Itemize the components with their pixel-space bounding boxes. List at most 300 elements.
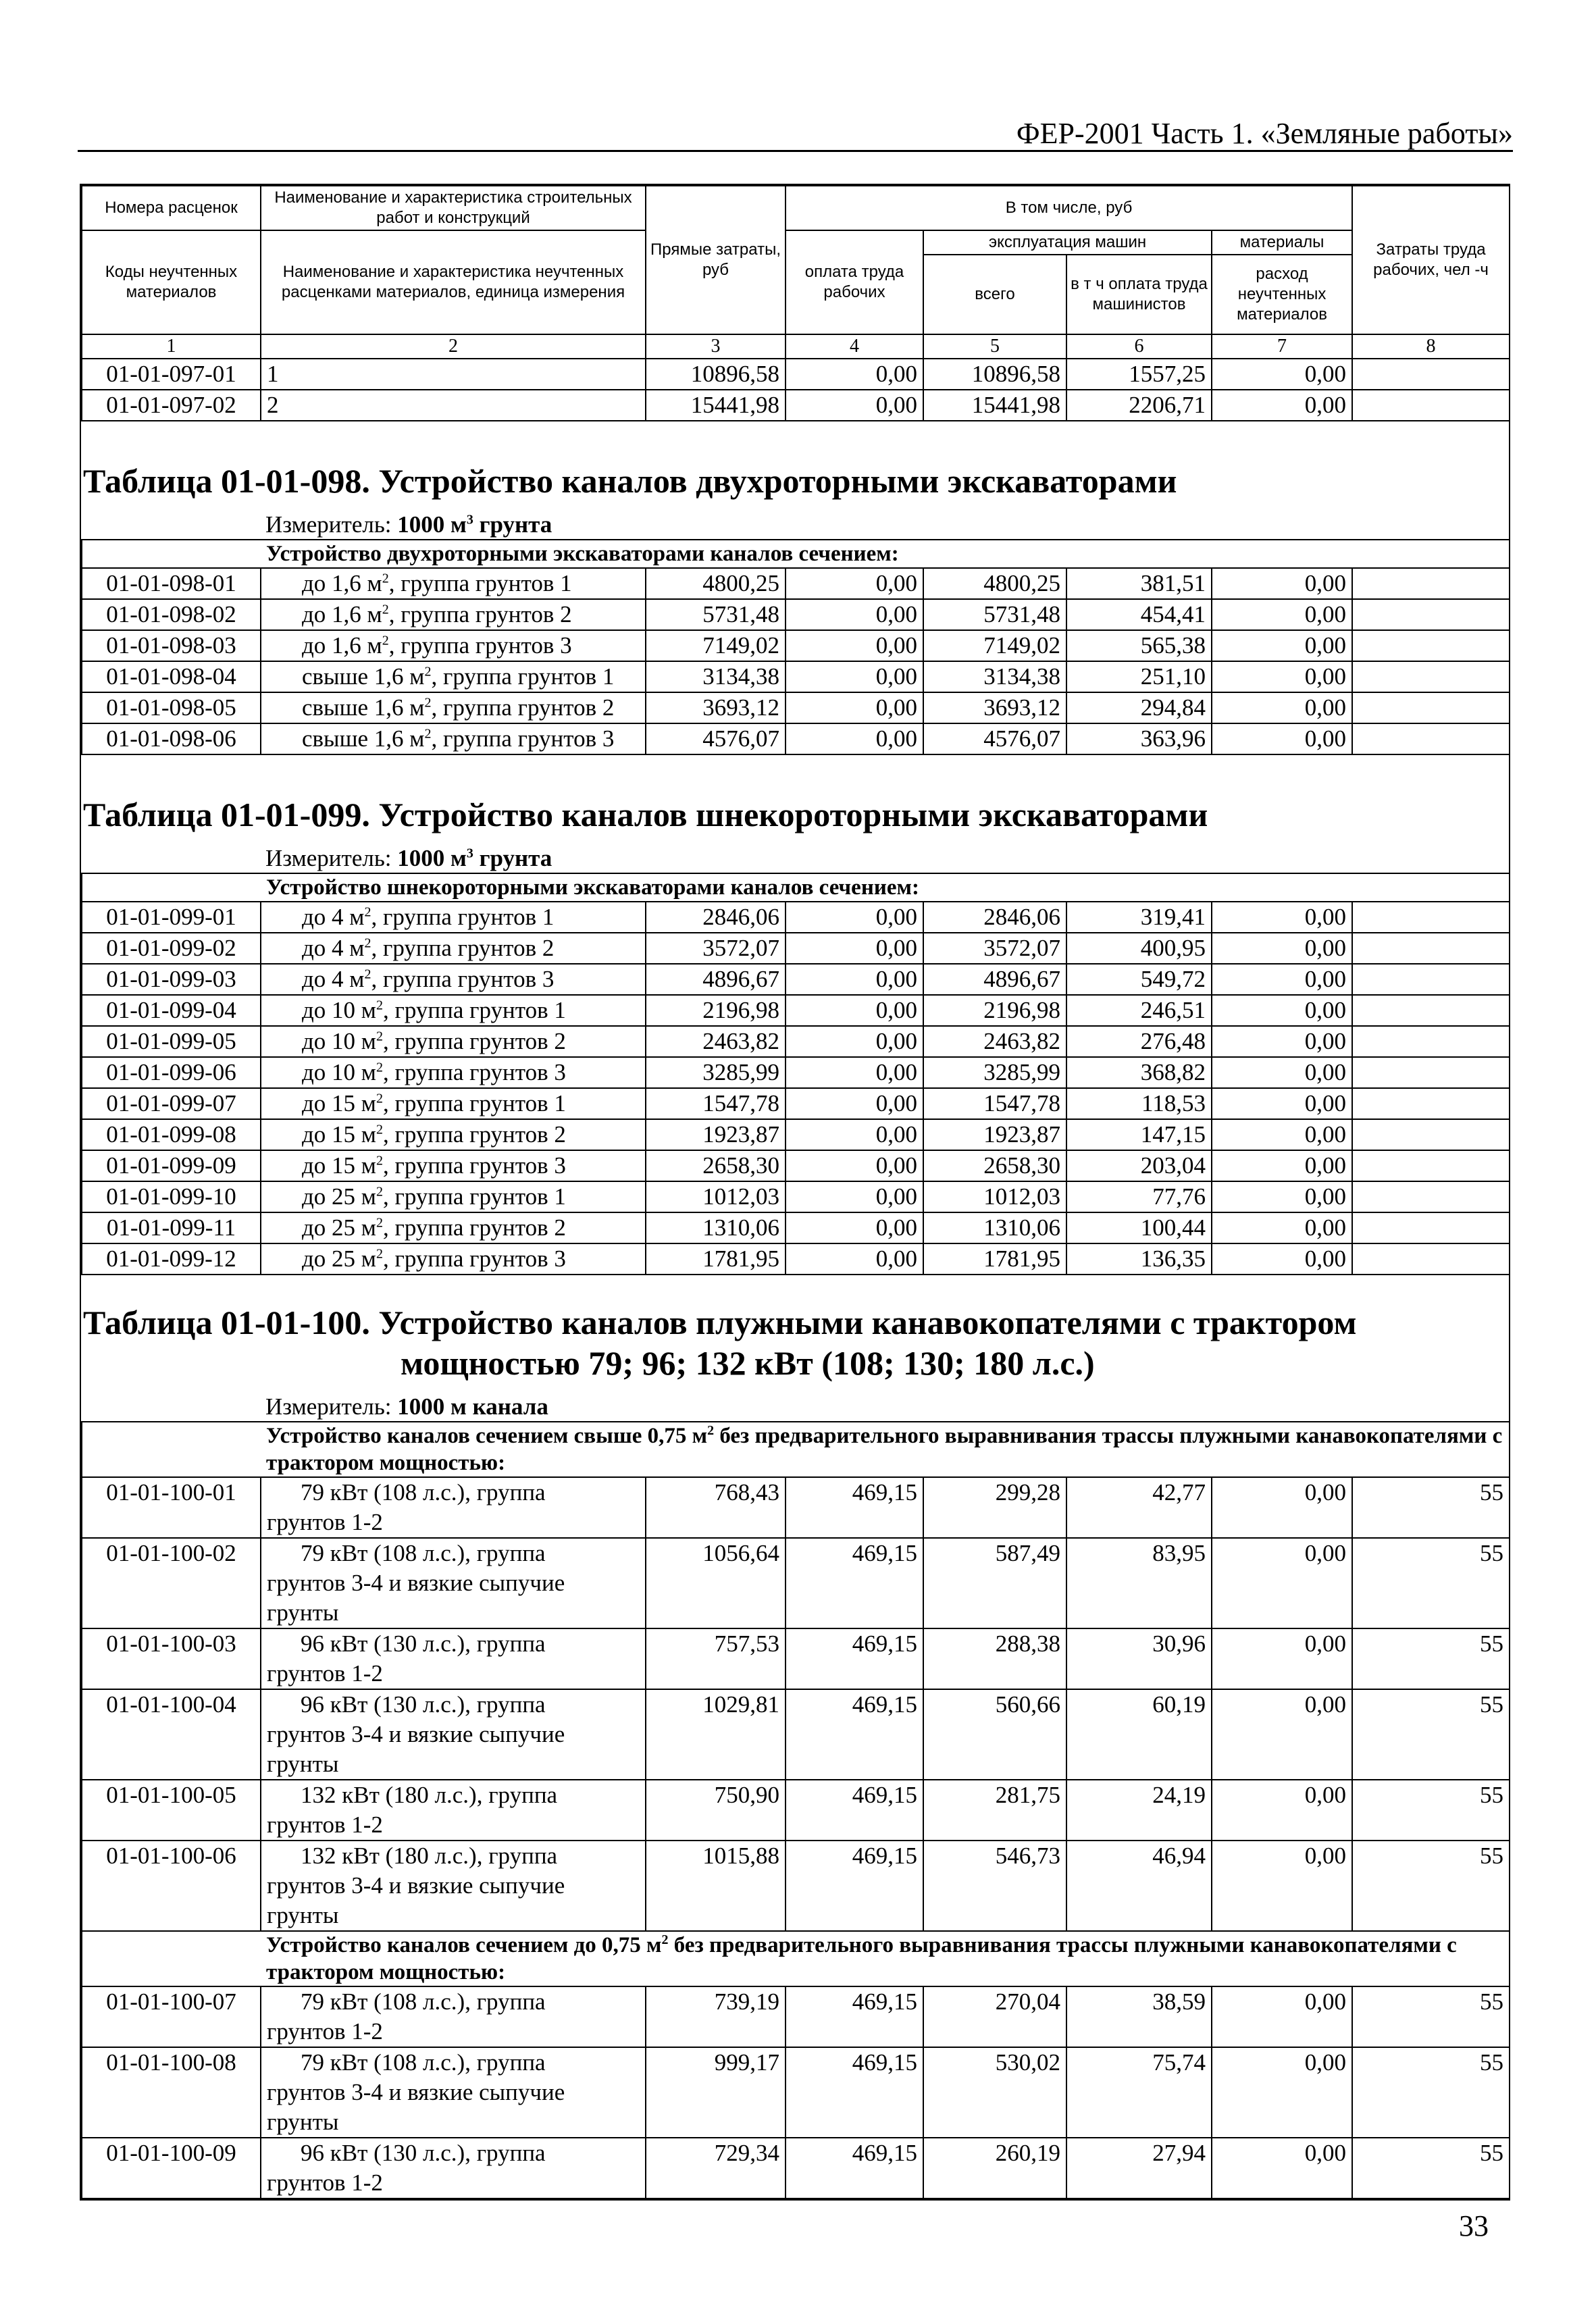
table-row [82, 1243, 1510, 1275]
value-v7: 0,00 [1212, 1243, 1352, 1275]
rate-name-group: , группа грунтов 2 [388, 601, 572, 627]
rate-name [261, 1477, 646, 1538]
section-heading: Устройство шнекороторными экскаваторами каналов сечением: [82, 873, 1510, 902]
value-v8 [1352, 1088, 1510, 1119]
rate-name-soil: грунтов 1-2 [267, 1509, 383, 1535]
rate-code: 01-01-097-02 [82, 390, 261, 421]
rate-name-power: 96 кВт (130 л.с.), группа [301, 1691, 546, 1718]
value-v6: 147,15 [1066, 1119, 1212, 1150]
page-number: 33 [1459, 2209, 1489, 2242]
value-v4: 0,00 [786, 568, 923, 599]
value-v7: 0,00 [1212, 1986, 1352, 2047]
value-v5: 260,19 [923, 2138, 1066, 2199]
value-v7: 0,00 [1212, 902, 1352, 933]
table-row [82, 692, 1510, 723]
value-v8 [1352, 1150, 1510, 1181]
value-v4: 0,00 [786, 723, 923, 754]
table-row [82, 568, 1510, 599]
value-v8 [1352, 723, 1510, 754]
rate-code: 01-01-099-10 [82, 1181, 261, 1212]
value-v4: 0,00 [786, 390, 923, 421]
value-v5: 3134,38 [923, 661, 1066, 692]
value-v3: 1923,87 [646, 1119, 786, 1150]
value-v5: 1923,87 [923, 1119, 1066, 1150]
value-v3: 2196,98 [646, 995, 786, 1026]
square-superscript: 2 [364, 904, 371, 920]
value-v6: 251,10 [1066, 661, 1212, 692]
measure-label: Измеритель: [265, 511, 392, 538]
value-v7: 0,00 [1212, 1026, 1352, 1057]
rate-code: 01-01-098-01 [82, 568, 261, 599]
col-header-work-name: Наименование и характеристика строительных работ и конструкций [261, 186, 646, 230]
rate-code: 01-01-098-03 [82, 630, 261, 661]
col-header-material-name: Наименование и характеристика неучтенных расценками материалов, единица измерения [261, 230, 646, 334]
col-header-rate-number: Номера расценок [82, 186, 261, 230]
col-header-labor-hours: Затраты труда рабочих, чел -ч [1352, 186, 1510, 334]
value-v5: 530,02 [923, 2047, 1066, 2138]
value-v3: 1547,78 [646, 1088, 786, 1119]
rate-name [261, 2138, 646, 2199]
value-v5: 3693,12 [923, 692, 1066, 723]
table-row [82, 390, 1510, 421]
value-v8 [1352, 661, 1510, 692]
section-text-rest: без предварительного выравнивания трассы плужными канавокопателями с трактором мощностью: [266, 1933, 1457, 1984]
square-superscript: 2 [376, 1029, 383, 1044]
value-v6: 368,82 [1066, 1057, 1212, 1088]
square-superscript: 2 [382, 571, 389, 586]
rate-name-size: до 15 м [302, 1152, 376, 1179]
rate-name [261, 964, 646, 995]
rate-name-group: , группа грунтов 3 [382, 1059, 566, 1085]
value-v6: 400,95 [1066, 933, 1212, 964]
value-v3: 1781,95 [646, 1243, 786, 1275]
value-v6: 246,51 [1066, 995, 1212, 1026]
rate-name-size: до 10 м [302, 997, 376, 1023]
rate-name-soil: грунтов 1-2 [267, 1811, 383, 1838]
value-v7: 0,00 [1212, 1212, 1352, 1243]
rate-name [261, 2047, 646, 2138]
value-v7: 0,00 [1212, 359, 1352, 390]
rate-name-size: до 4 м [302, 904, 365, 930]
measure-unit [82, 1393, 1510, 1422]
col-header-materials: материалы [1212, 230, 1352, 255]
rate-name-soil: грунтов 3-4 и вязкие сыпучие грунты [267, 1570, 565, 1626]
value-v6: 2206,71 [1066, 390, 1212, 421]
value-v8: 55 [1352, 1628, 1510, 1689]
rate-name-soil: грунтов 3-4 и вязкие сыпучие грунты [267, 1721, 565, 1777]
square-superscript: 2 [376, 1215, 383, 1231]
value-v3: 2846,06 [646, 902, 786, 933]
col-header-machines-total: всего [923, 255, 1066, 334]
table-row [82, 599, 1510, 630]
rate-name [261, 599, 646, 630]
square-superscript: 2 [382, 602, 389, 617]
value-v7: 0,00 [1212, 630, 1352, 661]
rate-name [261, 1212, 646, 1243]
table-row [82, 964, 1510, 995]
rate-name-power: 79 кВт (108 л.с.), группа [301, 1988, 546, 2015]
header-title: ФЕР-2001 Часть 1. «Земляные работы» [1016, 117, 1513, 150]
table-row [82, 1088, 1510, 1119]
rate-name-group: , группа грунтов 2 [382, 1121, 566, 1148]
value-v3: 729,34 [646, 2138, 786, 2199]
rate-name-group: , группа грунтов 1 [388, 570, 572, 596]
value-v6: 565,38 [1066, 630, 1212, 661]
rate-name-size: до 15 м [302, 1121, 376, 1148]
value-v3: 3285,99 [646, 1057, 786, 1088]
rate-name-size: до 15 м [302, 1090, 376, 1116]
value-v6: 276,48 [1066, 1026, 1212, 1057]
value-v6: 75,74 [1066, 2047, 1212, 2138]
rate-name-group: , группа грунтов 2 [382, 1214, 566, 1241]
value-v5: 299,28 [923, 1477, 1066, 1538]
col-header-worker-wages: оплата труда рабочих [786, 230, 923, 334]
table-row [82, 2138, 1510, 2199]
rate-name-group: , группа грунтов 3 [431, 725, 615, 752]
value-v7: 0,00 [1212, 1477, 1352, 1538]
square-superscript: 2 [376, 1153, 383, 1168]
rate-name [261, 1841, 646, 1931]
rate-code: 01-01-100-01 [82, 1477, 261, 1538]
value-v4: 0,00 [786, 359, 923, 390]
rate-code: 01-01-100-06 [82, 1841, 261, 1931]
value-v7: 0,00 [1212, 390, 1352, 421]
value-v8 [1352, 964, 1510, 995]
rate-name-size: до 1,6 м [302, 570, 382, 596]
rate-name-power: 79 кВт (108 л.с.), группа [301, 1479, 546, 1506]
value-v8: 55 [1352, 2047, 1510, 2138]
value-v6: 136,35 [1066, 1243, 1212, 1275]
value-v3: 739,19 [646, 1986, 786, 2047]
rate-code: 01-01-099-04 [82, 995, 261, 1026]
rate-name-size: до 25 м [302, 1245, 376, 1272]
value-v4: 0,00 [786, 599, 923, 630]
value-v6: 381,51 [1066, 568, 1212, 599]
value-v4: 469,15 [786, 1538, 923, 1628]
rate-name [261, 1088, 646, 1119]
value-v5: 3285,99 [923, 1057, 1066, 1088]
table-row [82, 933, 1510, 964]
table-row [82, 1477, 1510, 1538]
value-v3: 3572,07 [646, 933, 786, 964]
rate-name-group: , группа грунтов 1 [371, 904, 555, 930]
value-v4: 0,00 [786, 933, 923, 964]
rate-name-group: , группа грунтов 3 [371, 966, 555, 992]
square-superscript: 2 [364, 935, 371, 951]
value-v4: 0,00 [786, 1181, 923, 1212]
value-v6: 42,77 [1066, 1477, 1212, 1538]
value-v6: 363,96 [1066, 723, 1212, 754]
col-header-machines: эксплуатация машин [923, 230, 1212, 255]
rate-name-size: до 4 м [302, 935, 365, 961]
value-v8 [1352, 1057, 1510, 1088]
value-v8 [1352, 359, 1510, 390]
rate-name-group: , группа грунтов 2 [382, 1028, 566, 1054]
value-v7: 0,00 [1212, 995, 1352, 1026]
value-v3: 3693,12 [646, 692, 786, 723]
rate-name-group: , группа грунтов 1 [382, 997, 566, 1023]
rate-name [261, 1150, 646, 1181]
value-v5: 3572,07 [923, 933, 1066, 964]
value-v7: 0,00 [1212, 964, 1352, 995]
value-v7: 0,00 [1212, 1538, 1352, 1628]
value-v3: 750,90 [646, 1780, 786, 1841]
value-v6: 24,19 [1066, 1780, 1212, 1841]
rate-name [261, 1780, 646, 1841]
measure-value: 1000 м [397, 1393, 467, 1420]
value-v8: 55 [1352, 1538, 1510, 1628]
value-v4: 0,00 [786, 902, 923, 933]
value-v3: 1056,64 [646, 1538, 786, 1628]
rate-code: 01-01-098-06 [82, 723, 261, 754]
table-title-text: Таблица 01-01-100. Устройство каналов плужными канавокопателями с трактором [83, 1304, 1357, 1341]
value-v4: 0,00 [786, 661, 923, 692]
value-v5: 1012,03 [923, 1181, 1066, 1212]
value-v4: 0,00 [786, 630, 923, 661]
value-v4: 0,00 [786, 1150, 923, 1181]
rate-name [261, 933, 646, 964]
value-v8: 55 [1352, 1689, 1510, 1780]
value-v8 [1352, 630, 1510, 661]
rate-name-soil: грунтов 1-2 [267, 2018, 383, 2045]
rate-code: 01-01-100-07 [82, 1986, 261, 2047]
rate-name-size: до 25 м [302, 1214, 376, 1241]
value-v3: 1310,06 [646, 1212, 786, 1243]
rate-code: 01-01-100-05 [82, 1780, 261, 1841]
rate-code: 01-01-099-01 [82, 902, 261, 933]
section-heading: Устройство двухроторными экскаваторами каналов сечением: [82, 540, 1510, 568]
value-v4: 0,00 [786, 1057, 923, 1088]
value-v5: 15441,98 [923, 390, 1066, 421]
value-v5: 2846,06 [923, 902, 1066, 933]
value-v7: 0,00 [1212, 1181, 1352, 1212]
value-v3: 7149,02 [646, 630, 786, 661]
measure-superscript: 3 [466, 846, 473, 861]
table-row [82, 995, 1510, 1026]
rate-code: 01-01-098-02 [82, 599, 261, 630]
rate-code: 01-01-099-07 [82, 1088, 261, 1119]
rate-name-power: 79 кВт (108 л.с.), группа [301, 1540, 546, 1566]
rate-code: 01-01-100-02 [82, 1538, 261, 1628]
rate-code: 01-01-100-08 [82, 2047, 261, 2138]
value-v7: 0,00 [1212, 1780, 1352, 1841]
column-number: 5 [923, 334, 1066, 359]
measure-value: 1000 м [397, 845, 467, 871]
rate-name-power: 96 кВт (130 л.с.), группа [301, 1630, 546, 1657]
value-v6: 319,41 [1066, 902, 1212, 933]
value-v8 [1352, 390, 1510, 421]
rate-name-power: 132 кВт (180 л.с.), группа [301, 1782, 558, 1808]
square-superscript: 2 [376, 998, 383, 1013]
table-row [82, 1026, 1510, 1057]
rate-name [261, 1119, 646, 1150]
rate-name [261, 902, 646, 933]
value-v6: 60,19 [1066, 1689, 1212, 1780]
section-heading [82, 1422, 1510, 1477]
rate-name-size: до 10 м [302, 1028, 376, 1054]
value-v3: 15441,98 [646, 390, 786, 421]
rate-name [261, 630, 646, 661]
table-row [82, 1057, 1510, 1088]
value-v5: 270,04 [923, 1986, 1066, 2047]
square-superscript: 2 [376, 1246, 383, 1262]
rate-name-size: до 10 м [302, 1059, 376, 1085]
rate-name [261, 1689, 646, 1780]
rate-name-group: , группа грунтов 3 [388, 632, 572, 659]
rate-code: 01-01-099-02 [82, 933, 261, 964]
rate-code: 01-01-099-12 [82, 1243, 261, 1275]
rate-name [261, 692, 646, 723]
value-v4: 469,15 [786, 2138, 923, 2199]
value-v6: 30,96 [1066, 1628, 1212, 1689]
value-v8 [1352, 692, 1510, 723]
section-text-rest: без предварительного выравнивания трассы плужными канавокопателями с трактором мощностью: [266, 1424, 1503, 1475]
table-row [82, 1150, 1510, 1181]
rate-name-soil: грунтов 3-4 и вязкие сыпучие грунты [267, 1872, 565, 1928]
value-v5: 587,49 [923, 1538, 1066, 1628]
measure-unit [82, 511, 1510, 540]
rate-code: 01-01-098-04 [82, 661, 261, 692]
value-v7: 0,00 [1212, 568, 1352, 599]
col-header-direct-costs: Прямые затраты, руб [646, 186, 786, 334]
value-v3: 999,17 [646, 2047, 786, 2138]
table-row [82, 1628, 1510, 1689]
value-v8: 55 [1352, 1986, 1510, 2047]
value-v7: 0,00 [1212, 1628, 1352, 1689]
value-v8 [1352, 902, 1510, 933]
table-title [82, 1275, 1510, 1393]
value-v8: 55 [1352, 1780, 1510, 1841]
value-v7: 0,00 [1212, 2138, 1352, 2199]
table-row [82, 1986, 1510, 2047]
value-v7: 0,00 [1212, 1150, 1352, 1181]
square-superscript: 2 [707, 1423, 715, 1438]
section-text: Устройство каналов сечением свыше 0,75 м [266, 1424, 708, 1448]
rate-name-group: , группа грунтов 2 [371, 935, 555, 961]
value-v6: 38,59 [1066, 1986, 1212, 2047]
value-v6: 118,53 [1066, 1088, 1212, 1119]
rate-code: 01-01-099-03 [82, 964, 261, 995]
col-header-operator-wages: в т ч оплата труда машинистов [1066, 255, 1212, 334]
column-number: 7 [1212, 334, 1352, 359]
value-v7: 0,00 [1212, 933, 1352, 964]
value-v3: 5731,48 [646, 599, 786, 630]
rate-name [261, 1243, 646, 1275]
table-row [82, 1212, 1510, 1243]
rate-name-soil: грунтов 1-2 [267, 1660, 383, 1687]
rate-name-group: , группа грунтов 1 [382, 1090, 566, 1116]
rate-code: 01-01-100-09 [82, 2138, 261, 2199]
value-v3: 757,53 [646, 1628, 786, 1689]
value-v6: 203,04 [1066, 1150, 1212, 1181]
square-superscript: 2 [364, 967, 371, 982]
value-v5: 2658,30 [923, 1150, 1066, 1181]
measure-superscript: 3 [466, 512, 473, 528]
rate-name [261, 1986, 646, 2047]
value-v8 [1352, 1243, 1510, 1275]
table-title [82, 754, 1510, 844]
rate-name: 2 [261, 390, 646, 421]
value-v4: 469,15 [786, 1841, 923, 1931]
table-row [82, 723, 1510, 754]
rate-name-size: свыше 1,6 м [302, 663, 425, 690]
value-v5: 1781,95 [923, 1243, 1066, 1275]
value-v6: 77,76 [1066, 1181, 1212, 1212]
value-v5: 546,73 [923, 1841, 1066, 1931]
value-v5: 10896,58 [923, 359, 1066, 390]
col-header-material-codes: Коды неучтенных материалов [82, 230, 261, 334]
table-title-line2: мощностью 79; 96; 132 кВт (108; 130; 180 л.с.) [401, 1344, 1095, 1382]
rate-name [261, 1026, 646, 1057]
value-v4: 469,15 [786, 1477, 923, 1538]
price-table [80, 184, 1510, 2201]
table-row [82, 1841, 1510, 1931]
value-v5: 5731,48 [923, 599, 1066, 630]
table-row [82, 359, 1510, 390]
value-v8 [1352, 1119, 1510, 1150]
value-v3: 768,43 [646, 1477, 786, 1538]
measure-object: канала [472, 1393, 548, 1420]
rate-name [261, 995, 646, 1026]
value-v5: 1310,06 [923, 1212, 1066, 1243]
square-superscript: 2 [424, 695, 432, 711]
col-header-material-use: расход неучтенных материалов [1212, 255, 1352, 334]
value-v3: 1029,81 [646, 1689, 786, 1780]
table-row [82, 1181, 1510, 1212]
rate-name-power: 96 кВт (130 л.с.), группа [301, 2140, 546, 2166]
table-title-text: Таблица 01-01-099. Устройство каналов шнекороторными экскаваторами [83, 796, 1208, 833]
rate-name [261, 1181, 646, 1212]
value-v6: 46,94 [1066, 1841, 1212, 1931]
rate-name [261, 1057, 646, 1088]
value-v8 [1352, 1181, 1510, 1212]
column-number: 8 [1352, 334, 1510, 359]
rate-name-soil: грунтов 3-4 и вязкие сыпучие грунты [267, 2079, 565, 2135]
table-row [82, 1119, 1510, 1150]
value-v4: 0,00 [786, 1212, 923, 1243]
rate-name-group: , группа грунтов 3 [382, 1152, 566, 1179]
value-v7: 0,00 [1212, 1119, 1352, 1150]
rate-name: 1 [261, 359, 646, 390]
rate-name-soil: грунтов 1-2 [267, 2169, 383, 2196]
rate-name-size: до 25 м [302, 1183, 376, 1210]
square-superscript: 2 [424, 664, 432, 679]
value-v5: 4896,67 [923, 964, 1066, 995]
value-v6: 83,95 [1066, 1538, 1212, 1628]
square-superscript: 2 [382, 633, 389, 648]
value-v5: 7149,02 [923, 630, 1066, 661]
value-v6: 549,72 [1066, 964, 1212, 995]
rate-name-group: , группа грунтов 3 [382, 1245, 566, 1272]
value-v8 [1352, 995, 1510, 1026]
section-text: Устройство каналов сечением до 0,75 м [266, 1933, 662, 1957]
value-v5: 2196,98 [923, 995, 1066, 1026]
rate-code: 01-01-099-05 [82, 1026, 261, 1057]
table-row [82, 661, 1510, 692]
rate-name-size: свыше 1,6 м [302, 694, 425, 721]
value-v4: 469,15 [786, 1986, 923, 2047]
value-v7: 0,00 [1212, 661, 1352, 692]
value-v7: 0,00 [1212, 1088, 1352, 1119]
value-v7: 0,00 [1212, 723, 1352, 754]
column-number: 1 [82, 334, 261, 359]
value-v4: 469,15 [786, 1628, 923, 1689]
measure-value: 1000 м [397, 511, 467, 538]
column-number: 4 [786, 334, 923, 359]
value-v4: 0,00 [786, 1243, 923, 1275]
value-v3: 2463,82 [646, 1026, 786, 1057]
square-superscript: 2 [424, 726, 432, 742]
